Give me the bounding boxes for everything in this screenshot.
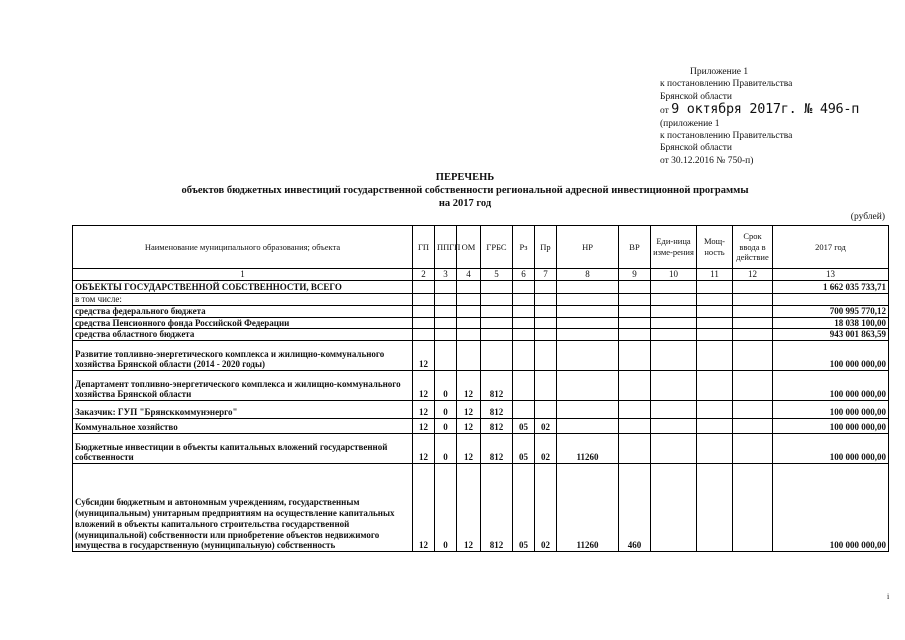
cell-nr: [557, 371, 619, 401]
table-row: [73, 401, 889, 419]
column-number-8: 8: [557, 269, 619, 281]
table-row: [73, 341, 889, 371]
cell-deadline: [733, 305, 773, 317]
cell-deadline: [733, 317, 773, 329]
cell-pr: 02: [535, 464, 557, 552]
cell-capacity: [697, 419, 733, 434]
cell-pr: [535, 317, 557, 329]
cell-rz: 05: [513, 419, 535, 434]
cell-object-name: средства Пенсионного фонда Российской Федерации: [73, 317, 413, 329]
cell-unit: [651, 464, 697, 552]
cell-capacity: [697, 329, 733, 341]
header-pr: Пр: [535, 226, 557, 269]
cell-ppgp: 0: [435, 434, 457, 464]
header-unit: Еди-ница изме-рения: [651, 226, 697, 269]
cell-gp: 12: [413, 419, 435, 434]
column-number-12: 12: [733, 269, 773, 281]
cell-vr: [619, 305, 651, 317]
cell-amount-2017: [773, 294, 889, 306]
cell-amount-2017: 100 000 000,00: [773, 371, 889, 401]
cell-ppgp: [435, 341, 457, 371]
cell-deadline: [733, 294, 773, 306]
cell-grbs: 812: [481, 419, 513, 434]
header-line-8: от 30.12.2016 № 750-п): [660, 155, 754, 166]
header-line-3: Брянской области: [660, 91, 732, 102]
table-row: [73, 371, 889, 401]
cell-vr: [619, 294, 651, 306]
cell-gp: [413, 294, 435, 306]
cell-ppgp: [435, 317, 457, 329]
header-date-prefix: от: [660, 106, 669, 117]
header-line-7: Брянской области: [660, 143, 732, 154]
cell-om: 12: [457, 401, 481, 419]
cell-pr: [535, 305, 557, 317]
cell-om: [457, 281, 481, 294]
column-number-1: 1: [73, 269, 413, 281]
cell-rz: 05: [513, 464, 535, 552]
cell-unit: [651, 294, 697, 306]
cell-ppgp: [435, 281, 457, 294]
cell-deadline: [733, 371, 773, 401]
cell-amount-2017: 100 000 000,00: [773, 419, 889, 434]
cell-grbs: 812: [481, 371, 513, 401]
cell-om: [457, 305, 481, 317]
cell-om: 12: [457, 419, 481, 434]
cell-nr: [557, 401, 619, 419]
header-line-5: (приложение 1: [660, 118, 720, 129]
cell-nr: [557, 305, 619, 317]
cell-object-name: Заказчик: ГУП "Брянсккоммунэнерго": [73, 401, 413, 419]
cell-grbs: 812: [481, 464, 513, 552]
cell-pr: 02: [535, 419, 557, 434]
cell-vr: 460: [619, 464, 651, 552]
cell-gp: 12: [413, 401, 435, 419]
header-grbs: ГРБС: [481, 226, 513, 269]
table-row: [73, 317, 889, 329]
cell-rz: [513, 294, 535, 306]
cell-om: 12: [457, 434, 481, 464]
title-line-2: объектов бюджетных инвестиций государственной собственности региональной адресной инвестиционной программы: [181, 185, 749, 196]
cell-rz: [513, 317, 535, 329]
cell-pr: [535, 329, 557, 341]
column-number-11: 11: [697, 269, 733, 281]
header-nr: НР: [557, 226, 619, 269]
cell-nr: [557, 294, 619, 306]
cell-nr: [557, 341, 619, 371]
column-number-10: 10: [651, 269, 697, 281]
cell-object-name: Департамент топливно-энергетического комплекса и жилищно-коммунального хозяйства Брянской области: [73, 371, 413, 401]
cell-nr: [557, 419, 619, 434]
cell-unit: [651, 341, 697, 371]
cell-grbs: [481, 317, 513, 329]
column-number-2: 2: [413, 269, 435, 281]
cell-grbs: [481, 294, 513, 306]
cell-ppgp: [435, 329, 457, 341]
cell-pr: [535, 294, 557, 306]
table-row: [73, 294, 889, 306]
cell-rz: [513, 401, 535, 419]
cell-om: 12: [457, 464, 481, 552]
cell-ppgp: 0: [435, 401, 457, 419]
table-row: [73, 464, 889, 552]
cell-grbs: [481, 341, 513, 371]
column-number-13: 13: [773, 269, 889, 281]
cell-om: [457, 317, 481, 329]
column-number-4: 4: [457, 269, 481, 281]
units-label: (рублей): [850, 212, 885, 222]
header-line-2: к постановлению Правительства: [660, 79, 793, 90]
table-header-row: [73, 226, 889, 269]
title-line-3: на 2017 год: [438, 198, 492, 209]
cell-capacity: [697, 371, 733, 401]
cell-capacity: [697, 281, 733, 294]
cell-amount-2017: 700 995 770,12: [773, 305, 889, 317]
cell-object-name: средства областного бюджета: [73, 329, 413, 341]
cell-vr: [619, 341, 651, 371]
cell-vr: [619, 419, 651, 434]
cell-capacity: [697, 294, 733, 306]
cell-gp: [413, 305, 435, 317]
cell-ppgp: [435, 305, 457, 317]
cell-deadline: [733, 434, 773, 464]
cell-amount-2017: 100 000 000,00: [773, 401, 889, 419]
cell-grbs: [481, 305, 513, 317]
cell-om: [457, 341, 481, 371]
cell-pr: [535, 401, 557, 419]
cell-vr: [619, 329, 651, 341]
cell-gp: [413, 317, 435, 329]
cell-object-name: Бюджетные инвестиции в объекты капитальных вложений государственной собственности: [73, 434, 413, 464]
cell-vr: [619, 317, 651, 329]
cell-vr: [619, 401, 651, 419]
cell-unit: [651, 371, 697, 401]
header-om: ОМ: [457, 226, 481, 269]
table-row: [73, 419, 889, 434]
cell-nr: [557, 281, 619, 294]
cell-unit: [651, 419, 697, 434]
cell-deadline: [733, 281, 773, 294]
cell-unit: [651, 317, 697, 329]
cell-amount-2017: 100 000 000,00: [773, 434, 889, 464]
cell-amount-2017: 943 001 863,59: [773, 329, 889, 341]
cell-unit: [651, 281, 697, 294]
cell-gp: 12: [413, 371, 435, 401]
cell-unit: [651, 434, 697, 464]
page-mark: i: [887, 592, 890, 601]
header-ppgp: ППГП: [435, 226, 457, 269]
cell-amount-2017: 100 000 000,00: [773, 464, 889, 552]
column-number-3: 3: [435, 269, 457, 281]
cell-object-name: Коммунальное хозяйство: [73, 419, 413, 434]
table-row: [73, 305, 889, 317]
header-deadline: Срок ввода в действие: [733, 226, 773, 269]
cell-capacity: [697, 305, 733, 317]
cell-vr: [619, 281, 651, 294]
cell-gp: 12: [413, 464, 435, 552]
cell-gp: [413, 281, 435, 294]
cell-grbs: [481, 329, 513, 341]
cell-object-name: средства федерального бюджета: [73, 305, 413, 317]
cell-unit: [651, 305, 697, 317]
header-name: Наименование муниципального образования; объекта: [73, 226, 413, 269]
cell-capacity: [697, 464, 733, 552]
cell-pr: [535, 371, 557, 401]
cell-ppgp: 0: [435, 371, 457, 401]
cell-deadline: [733, 464, 773, 552]
cell-grbs: [481, 281, 513, 294]
cell-unit: [651, 329, 697, 341]
column-number-7: 7: [535, 269, 557, 281]
cell-unit: [651, 401, 697, 419]
table-row: [73, 281, 889, 294]
cell-object-name: Субсидии бюджетным и автономным учреждениям, государственным (муниципальным) унитарным предприятиям на осуществление капитальных вложений в объекты капитального строительства государственной (муниципальной) собственности или приобретение объектов недвижимого имущества в государственную (муниципальную) собственность: [73, 464, 413, 552]
header-line-6: к постановлению Правительства: [660, 131, 793, 142]
cell-rz: [513, 329, 535, 341]
cell-om: 12: [457, 371, 481, 401]
cell-rz: [513, 371, 535, 401]
cell-grbs: 812: [481, 401, 513, 419]
cell-vr: [619, 434, 651, 464]
cell-nr: [557, 317, 619, 329]
table-row: [73, 329, 889, 341]
header-capacity: Мощ-ность: [697, 226, 733, 269]
cell-gp: 12: [413, 341, 435, 371]
cell-grbs: 812: [481, 434, 513, 464]
header-year: 2017 год: [773, 226, 889, 269]
cell-object-name: в том числе:: [73, 294, 413, 306]
cell-amount-2017: 18 038 100,00: [773, 317, 889, 329]
cell-nr: 11260: [557, 434, 619, 464]
column-number-9: 9: [619, 269, 651, 281]
cell-rz: [513, 341, 535, 371]
cell-pr: 02: [535, 434, 557, 464]
cell-deadline: [733, 329, 773, 341]
cell-om: [457, 294, 481, 306]
table-body: [73, 226, 889, 552]
cell-amount-2017: 1 662 035 733,71: [773, 281, 889, 294]
cell-ppgp: 0: [435, 419, 457, 434]
handwritten-date-number: 9 октября 2017г. № 496-п: [671, 101, 860, 118]
cell-gp: [413, 329, 435, 341]
document-title: [60, 171, 870, 210]
cell-nr: [557, 329, 619, 341]
cell-pr: [535, 281, 557, 294]
column-number-5: 5: [481, 269, 513, 281]
cell-ppgp: [435, 294, 457, 306]
cell-capacity: [697, 317, 733, 329]
cell-deadline: [733, 341, 773, 371]
column-number-6: 6: [513, 269, 535, 281]
cell-vr: [619, 371, 651, 401]
cell-object-name: ОБЪЕКТЫ ГОСУДАРСТВЕННОЙ СОБСТВЕННОСТИ, ВСЕГО: [73, 281, 413, 294]
cell-nr: 11260: [557, 464, 619, 552]
cell-pr: [535, 341, 557, 371]
header-gp: ГП: [413, 226, 435, 269]
table-row: [73, 434, 889, 464]
cell-capacity: [697, 401, 733, 419]
cell-object-name: Развитие топливно-энергетического комплекса и жилищно-коммунального хозяйства Брянской области (2014 - 2020 годы): [73, 341, 413, 371]
investment-table: [72, 225, 889, 552]
table-number-row: [73, 269, 889, 281]
cell-capacity: [697, 434, 733, 464]
header-rz: Рз: [513, 226, 535, 269]
cell-capacity: [697, 341, 733, 371]
header-line-4: [660, 103, 890, 117]
cell-rz: 05: [513, 434, 535, 464]
approval-header: [660, 66, 890, 167]
cell-amount-2017: 100 000 000,00: [773, 341, 889, 371]
header-line-1: Приложение 1: [690, 67, 749, 77]
cell-rz: [513, 305, 535, 317]
cell-deadline: [733, 419, 773, 434]
cell-rz: [513, 281, 535, 294]
cell-om: [457, 329, 481, 341]
cell-deadline: [733, 401, 773, 419]
cell-gp: 12: [413, 434, 435, 464]
cell-ppgp: 0: [435, 464, 457, 552]
title-line-1: ПЕРЕЧЕНЬ: [435, 172, 495, 183]
header-vr: ВР: [619, 226, 651, 269]
